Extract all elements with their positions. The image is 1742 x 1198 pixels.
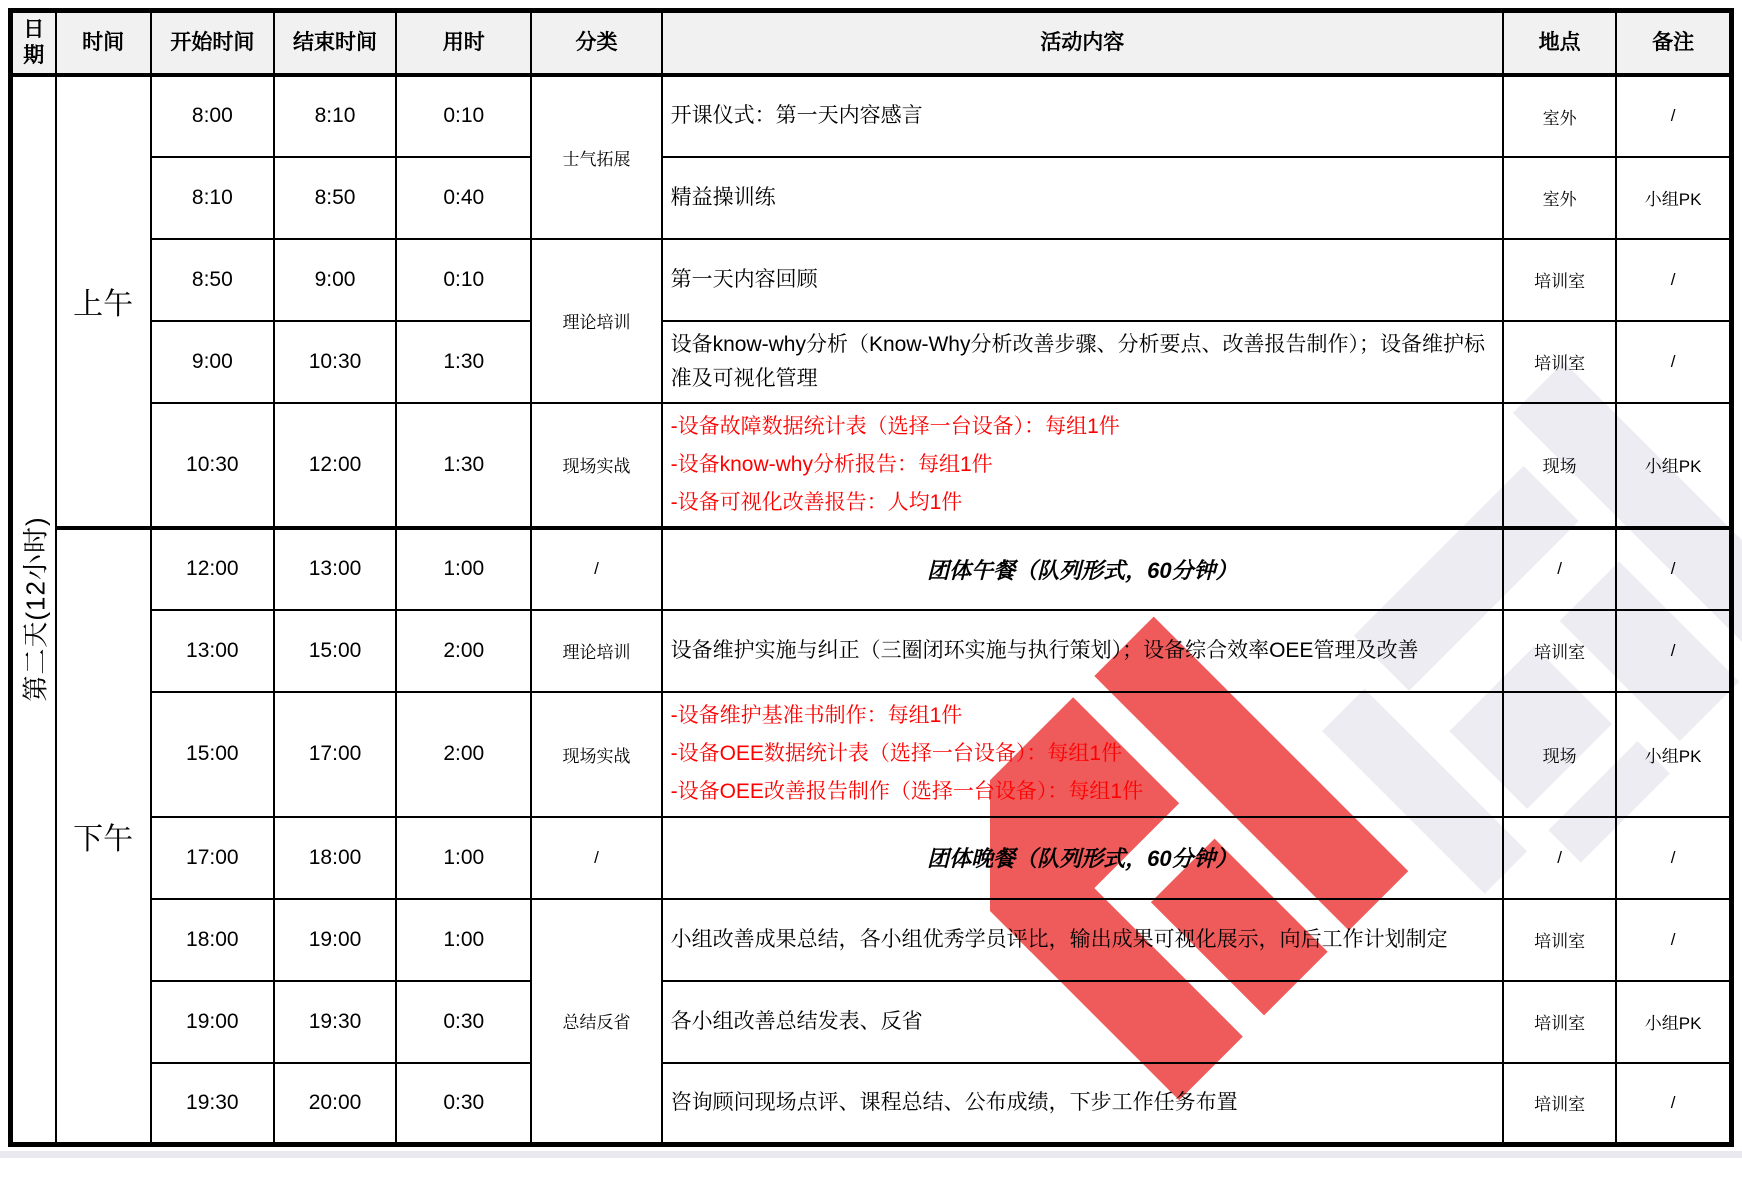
end-time-cell: 8:10 (274, 75, 396, 157)
location-cell: 室外 (1503, 157, 1616, 239)
table-row (11, 239, 1732, 321)
bottom-strip (0, 1151, 1742, 1158)
category-cell: 理论培训 (531, 610, 661, 692)
table-row (11, 157, 1732, 239)
lunch-cell: 团体午餐（队列形式，60分钟） (662, 528, 1503, 610)
header-date: 日期 (11, 11, 56, 75)
start-time-cell: 13:00 (151, 610, 274, 692)
deliverable-line: -设备可视化改善报告：人均1件 (670, 490, 963, 514)
activity-cell: 第一天内容回顾 (662, 239, 1503, 321)
category-cell: 理论培训 (531, 239, 661, 403)
location-cell: / (1503, 817, 1616, 899)
deliverable-line: -设备know-why分析报告：每组1件 (670, 452, 993, 476)
header-row (11, 11, 1732, 75)
activity-cell-deliverables (662, 403, 1503, 528)
category-cell: / (531, 528, 661, 610)
dinner-cell: 团体晚餐（队列形式，60分钟） (662, 817, 1503, 899)
end-time-cell: 19:00 (274, 899, 396, 981)
start-time-cell: 8:00 (151, 75, 274, 157)
end-time-cell: 10:30 (274, 321, 396, 403)
training-schedule-table (8, 8, 1734, 1147)
header-end-time: 结束时间 (274, 11, 396, 75)
note-cell: / (1616, 75, 1731, 157)
table-row (11, 321, 1732, 403)
start-time-cell: 8:10 (151, 157, 274, 239)
duration-cell: 0:40 (396, 157, 531, 239)
location-cell: 培训室 (1503, 899, 1616, 981)
header-start-time: 开始时间 (151, 11, 274, 75)
duration-cell: 1:00 (396, 817, 531, 899)
period-morning-cell: 上午 (56, 75, 151, 528)
table-row (11, 1063, 1732, 1145)
end-time-cell: 12:00 (274, 403, 396, 528)
location-cell: 培训室 (1503, 239, 1616, 321)
duration-cell: 2:00 (396, 610, 531, 692)
location-cell: 培训室 (1503, 1063, 1616, 1145)
activity-cell: 开课仪式：第一天内容感言 (662, 75, 1503, 157)
header-location: 地点 (1503, 11, 1616, 75)
activity-cell: 咨询顾问现场点评、课程总结、公布成绩，下步工作任务布置 (662, 1063, 1503, 1145)
table-row (11, 75, 1732, 157)
date-cell (11, 75, 56, 1145)
header-activity: 活动内容 (662, 11, 1503, 75)
location-cell: / (1503, 528, 1616, 610)
location-cell: 现场 (1503, 692, 1616, 817)
start-time-cell: 9:00 (151, 321, 274, 403)
note-cell: / (1616, 239, 1731, 321)
end-time-cell: 20:00 (274, 1063, 396, 1145)
table-row (11, 528, 1732, 610)
table-row (11, 692, 1732, 817)
end-time-cell: 19:30 (274, 981, 396, 1063)
location-cell: 室外 (1503, 75, 1616, 157)
category-cell: / (531, 817, 661, 899)
deliverable-line: -设备OEE改善报告制作（选择一台设备）：每组1件 (670, 780, 1144, 803)
activity-cell: 小组改善成果总结，各小组优秀学员评比，输出成果可视化展示，向后工作计划制定 (662, 899, 1503, 981)
duration-cell: 0:30 (396, 1063, 531, 1145)
location-cell: 培训室 (1503, 610, 1616, 692)
date-vertical-label: 第二天(12小时) (20, 516, 51, 702)
note-cell: / (1616, 321, 1731, 403)
location-cell: 培训室 (1503, 321, 1616, 403)
header-category: 分类 (531, 11, 661, 75)
note-cell: / (1616, 1063, 1731, 1145)
table-row (11, 403, 1732, 528)
duration-cell: 1:00 (396, 528, 531, 610)
duration-cell: 1:30 (396, 403, 531, 528)
note-cell: / (1616, 817, 1731, 899)
deliverable-line: -设备故障数据统计表（选择一台设备）：每组1件 (670, 414, 1120, 438)
duration-cell: 0:10 (396, 239, 531, 321)
header-note: 备注 (1616, 11, 1731, 75)
duration-cell: 1:00 (396, 899, 531, 981)
start-time-cell: 8:50 (151, 239, 274, 321)
activity-cell: 设备know-why分析（Know-Why分析改善步骤、分析要点、改善报告制作）；设备维护标准及可视化管理 (662, 321, 1503, 403)
activity-cell: 设备维护实施与纠正（三圈闭环实施与执行策划）；设备综合效率OEE管理及改善 (662, 610, 1503, 692)
location-cell: 现场 (1503, 403, 1616, 528)
category-cell: 现场实战 (531, 692, 661, 817)
start-time-cell: 19:30 (151, 1063, 274, 1145)
start-time-cell: 10:30 (151, 403, 274, 528)
table-row (11, 817, 1732, 899)
note-cell: / (1616, 610, 1731, 692)
end-time-cell: 9:00 (274, 239, 396, 321)
table-row (11, 981, 1732, 1063)
note-cell: 小组PK (1616, 692, 1731, 817)
header-period: 时间 (56, 11, 151, 75)
note-cell: / (1616, 899, 1731, 981)
duration-cell: 0:10 (396, 75, 531, 157)
duration-cell: 0:30 (396, 981, 531, 1063)
category-cell: 士气拓展 (531, 75, 661, 239)
note-cell: 小组PK (1616, 981, 1731, 1063)
start-time-cell: 17:00 (151, 817, 274, 899)
table-row (11, 610, 1732, 692)
start-time-cell: 18:00 (151, 899, 274, 981)
note-cell: 小组PK (1616, 157, 1731, 239)
header-duration: 用时 (396, 11, 531, 75)
end-time-cell: 13:00 (274, 528, 396, 610)
end-time-cell: 17:00 (274, 692, 396, 817)
activity-cell: 各小组改善总结发表、反省 (662, 981, 1503, 1063)
activity-cell: 精益操训练 (662, 157, 1503, 239)
duration-cell: 1:30 (396, 321, 531, 403)
deliverable-line: -设备OEE数据统计表（选择一台设备）：每组1件 (670, 742, 1123, 765)
start-time-cell: 19:00 (151, 981, 274, 1063)
category-cell: 总结反省 (531, 899, 661, 1145)
table-row (11, 899, 1732, 981)
location-cell: 培训室 (1503, 981, 1616, 1063)
period-afternoon-cell: 下午 (56, 528, 151, 1145)
activity-cell-deliverables (662, 692, 1503, 817)
note-cell: / (1616, 528, 1731, 610)
start-time-cell: 15:00 (151, 692, 274, 817)
end-time-cell: 18:00 (274, 817, 396, 899)
category-cell: 现场实战 (531, 403, 661, 528)
end-time-cell: 8:50 (274, 157, 396, 239)
note-cell: 小组PK (1616, 403, 1731, 528)
deliverable-line: -设备维护基准书制作：每组1件 (670, 704, 963, 727)
end-time-cell: 15:00 (274, 610, 396, 692)
duration-cell: 2:00 (396, 692, 531, 817)
start-time-cell: 12:00 (151, 528, 274, 610)
